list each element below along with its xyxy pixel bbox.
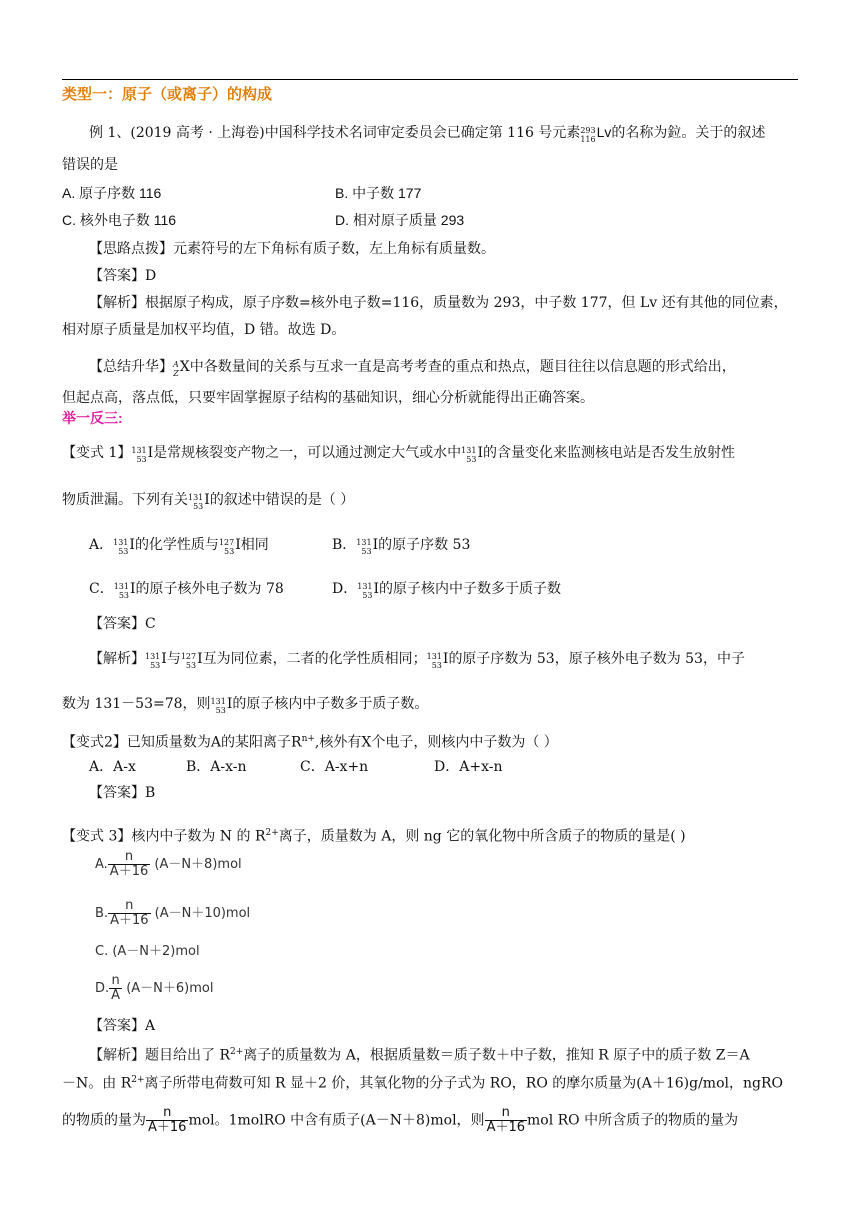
variant3-option-a <box>95 850 242 879</box>
variant3-option-d <box>95 974 213 1003</box>
option-b-post: 的原子序数 53 <box>378 537 471 553</box>
option-a-post: 相同 <box>240 537 269 553</box>
fraction <box>108 850 150 879</box>
variant1-option-c <box>89 582 284 600</box>
i131-symbol: I <box>442 651 449 667</box>
summary-number-symbol: Z <box>173 369 179 378</box>
i131-symbol: I <box>147 445 154 461</box>
example1-intro-a: 例 1、(2019 高考 · 上海卷)中国科学技术名词审定委员会已确定第 116 号元素 <box>89 125 581 141</box>
analysis1-text-a: 【解析】题目给出了 R <box>89 1047 230 1064</box>
variant3-analysis-2 <box>62 1076 783 1091</box>
fraction-denominator: A＋16 <box>110 913 149 928</box>
lv-nuclide <box>580 125 611 144</box>
charge-superscript: 2+ <box>131 1075 145 1085</box>
i131-nuclide <box>357 582 379 600</box>
i131-mass: 131 <box>131 446 147 455</box>
example1-analysis-1: 【解析】根据原子构成，原子序数=核外电子数=116，质量数为 293，中子数 177，但 Lv 还有其他的同位素， <box>89 295 788 311</box>
fraction-numerator: n <box>501 1105 510 1120</box>
fraction-denominator: A＋16 <box>148 1120 187 1135</box>
example1-hint: 【思路点拨】元素符号的左下角标有质子数，左上角标有质量数。 <box>89 241 495 257</box>
i131-nuclide <box>114 582 136 600</box>
variant1-option-a <box>89 538 269 556</box>
example1-intro <box>89 125 765 144</box>
example1-analysis-2: 相对原子质量是加权平均值，D 错。故选 D。 <box>62 322 346 338</box>
option-d-post: 的原子核内中子数多于质子数 <box>379 581 562 597</box>
variant2-option-b: B．A-x-n <box>186 759 247 775</box>
fraction-denominator: A <box>111 988 121 1003</box>
option-a-prefix: A. <box>95 857 108 872</box>
option-a-expression: (A－N＋8)mol <box>150 857 242 872</box>
variant1-line1-c: 的含量变化来监测核电站是否发生放射性 <box>482 445 735 461</box>
variant1-line2 <box>62 493 354 511</box>
fraction-denominator: A＋16 <box>486 1120 525 1135</box>
variant3-stem-a: 【变式 3】核内中子数为 N 的 R <box>62 828 266 845</box>
example1-summary-c: 但起点高，落点低，只要牢固掌握原子结构的基础知识，细心分析就能得出正确答案。 <box>62 390 594 406</box>
variant2-stem-a: 【变式2】已知质量数为A的某阳离子R <box>62 734 302 751</box>
example1-intro-c: 错误的是 <box>62 157 118 173</box>
analysis2-text-a: －N。由 R <box>62 1075 132 1092</box>
i131-nuclide <box>145 652 167 670</box>
option-d-expression: (A－N＋6)mol <box>122 981 214 996</box>
i127-number: 53 <box>224 547 235 556</box>
i131-symbol: I <box>129 537 135 553</box>
i131-mass: 131 <box>210 697 226 706</box>
analysis-label: 【解析】 <box>89 651 145 667</box>
variant3-option-c: C. (A－N＋2)mol <box>95 944 200 959</box>
i131-number: 53 <box>193 502 204 511</box>
i131-nuclide <box>356 538 378 556</box>
variant1-option-b <box>332 538 470 556</box>
variant1-answer: 【答案】C <box>89 616 156 632</box>
i131-number: 53 <box>118 591 129 600</box>
option-c-post: 的原子核外电子数为 78 <box>135 581 284 597</box>
charge-superscript: n+ <box>301 734 315 744</box>
variant1-option-d <box>332 582 561 600</box>
example1-option-c: C. 核外电子数 116 <box>62 212 177 228</box>
variant2-option-d: D．A+x-n <box>434 759 503 775</box>
i131-nuclide <box>113 538 135 556</box>
i131-number: 53 <box>431 661 442 670</box>
option-b-expression: (A－N＋10)mol <box>150 906 251 921</box>
analysis-text-c: 互为同位素，二者的化学性质相同； <box>202 651 427 667</box>
i131-mass: 131 <box>113 582 129 591</box>
variant1-analysis-1 <box>89 652 745 670</box>
i127-number: 53 <box>185 661 197 670</box>
section-title: 类型一：原子（或离子）的构成 <box>62 86 273 103</box>
lv-symbol: Lv <box>596 124 612 140</box>
i131-mass: 131 <box>145 652 161 661</box>
variant1-line1-b: 是常规核裂变产物之一，可以通过测定大气或水中 <box>153 445 462 461</box>
variant3-stem-b: 离子，质量数为 A，则 ng 它的氧化物中所含质子的物质的量是( ) <box>278 828 686 845</box>
fraction-numerator: n <box>124 849 134 864</box>
i131-number: 53 <box>362 591 373 600</box>
i131-number: 53 <box>118 547 129 556</box>
option-d-prefix: D． <box>332 581 358 597</box>
variant1-analysis-2 <box>62 697 428 715</box>
analysis-and: 与 <box>166 651 181 667</box>
i131-nuclide <box>188 493 210 511</box>
option-a-mid: 的化学性质与 <box>134 537 219 553</box>
fraction-numerator: n <box>163 1105 172 1120</box>
fraction-denominator: A＋16 <box>109 864 149 879</box>
practice-title: 举一反三: <box>62 410 123 426</box>
example1-option-a: A. 原子序数 116 <box>62 185 162 201</box>
variant2-stem-b: ,核外有X个电子，则核内中子数为（ ） <box>314 734 558 751</box>
i127-mass: 127 <box>180 652 197 661</box>
i131-symbol: I <box>130 581 136 597</box>
variant1-label: 【变式 1】 <box>62 445 132 461</box>
i131-number: 53 <box>150 661 161 670</box>
variant2-stem <box>62 735 558 750</box>
option-b-prefix: B． <box>332 537 357 553</box>
summary-label: 【总结升华】 <box>89 359 173 375</box>
option-a-prefix: A． <box>89 537 114 553</box>
i131-mass: 131 <box>426 652 442 661</box>
i131-nuclide <box>461 446 483 464</box>
i131-nuclide <box>211 697 233 715</box>
i131-symbol: I <box>204 492 210 508</box>
variant2-answer: 【答案】B <box>89 785 156 801</box>
summary-element-symbol: X <box>179 359 190 375</box>
i127-symbol: I <box>235 537 241 553</box>
example1-answer: 【答案】D <box>89 268 157 284</box>
i131-mass: 131 <box>188 493 204 502</box>
variant3-stem <box>62 829 686 844</box>
i131-symbol: I <box>372 537 379 553</box>
example1-intro-b: 的名称为鉝。关于的叙述 <box>611 125 766 141</box>
variant3-option-b <box>95 899 250 928</box>
variant3-analysis-1 <box>89 1048 750 1063</box>
variant1-line1 <box>62 446 735 464</box>
option-c-prefix: C． <box>89 581 114 597</box>
i131-symbol: I <box>226 696 233 712</box>
lv-number: 116 <box>580 135 596 144</box>
i131-number: 53 <box>215 706 226 715</box>
variant2-option-a: A．A-x <box>89 759 136 775</box>
analysis2-text-b: 离子所带电荷数可知 R 显＋2 价，其氧化物的分子式为 RO，RO 的摩尔质量为(A＋16)g/mol，ngRO <box>144 1075 783 1092</box>
fraction <box>108 899 150 928</box>
option-d-prefix: D. <box>95 981 110 996</box>
top-rule <box>62 79 798 80</box>
azx-notation <box>173 360 190 378</box>
i131-mass: 131 <box>461 446 477 455</box>
i127-symbol: I <box>197 651 203 667</box>
i131-symbol: I <box>161 651 167 667</box>
i131-nuclide <box>427 652 449 670</box>
analysis3-text-c: mol RO 中所含质子的物质的量为 <box>527 1112 739 1129</box>
option-b-prefix: B. <box>95 906 109 921</box>
charge-superscript: 2+ <box>230 1047 244 1057</box>
lv-mass: 293 <box>580 126 596 135</box>
analysis-text-d: 的原子序数为 53，原子核外电子数为 53，中子 <box>448 651 745 667</box>
i131-mass: 131 <box>357 582 373 591</box>
example1-option-b: B. 中子数 177 <box>335 185 422 201</box>
fraction <box>109 974 122 1003</box>
i131-symbol: I <box>373 581 380 597</box>
variant2-option-c: C．A-x+n <box>300 759 369 775</box>
analysis2-text-b: 的原子核内中子数多于质子数。 <box>232 696 429 712</box>
fraction-numerator: n <box>111 973 120 988</box>
i127-nuclide <box>181 652 203 670</box>
variant1-line2-a: 物质泄漏。下列有关 <box>62 492 188 508</box>
analysis2-text-a: 数为 131－53=78，则 <box>62 696 211 712</box>
variant1-line2-b: 的叙述中错误的是（ ） <box>209 492 355 508</box>
example1-option-d: D. 相对原子质量 293 <box>335 212 465 228</box>
analysis3-text-b: mol。1molRO 中含有质子(A－N＋8)mol，则 <box>188 1112 485 1129</box>
i131-number: 53 <box>361 547 372 556</box>
analysis3-text-a: 的物质的量为 <box>62 1112 146 1129</box>
variant3-answer: 【答案】A <box>89 1018 156 1034</box>
i131-mass: 131 <box>356 538 372 547</box>
i131-mass: 131 <box>113 538 129 547</box>
summary-text-b: 中各数量间的关系与互求一直是高考考查的重点和热点，题目往往以信息题的形式给出， <box>189 359 736 375</box>
charge-superscript: 2+ <box>265 828 279 838</box>
variant3-analysis-3 <box>62 1106 738 1135</box>
fraction <box>485 1106 527 1135</box>
summary-mass-symbol: A <box>173 360 179 369</box>
i131-nuclide <box>131 446 153 464</box>
fraction <box>146 1106 188 1135</box>
analysis1-text-b: 离子的质量数为 A，根据质量数＝质子数＋中子数，推知 R 原子中的质子数 Z＝A <box>243 1047 750 1064</box>
i131-symbol: I <box>477 445 483 461</box>
i127-mass: 127 <box>218 538 235 547</box>
example1-summary <box>89 360 736 378</box>
i131-number: 53 <box>466 455 477 464</box>
i131-number: 53 <box>136 455 147 464</box>
fraction-numerator: n <box>125 898 134 913</box>
i127-nuclide <box>219 538 241 556</box>
